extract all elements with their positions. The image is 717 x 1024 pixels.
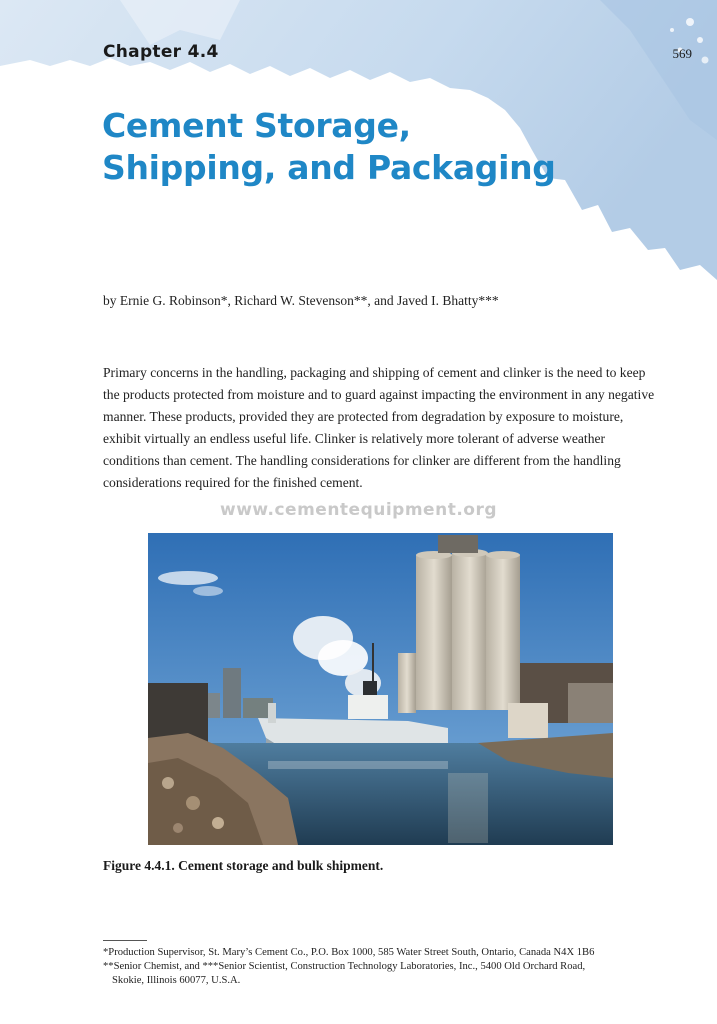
footnote-rule bbox=[103, 940, 147, 941]
chapter-title-line-1: Cement Storage, bbox=[102, 106, 411, 145]
footnotes bbox=[103, 946, 663, 988]
figure-photo bbox=[148, 533, 613, 845]
chapter-title-line-2: Shipping, and Packaging bbox=[102, 148, 556, 187]
footnote-1: *Production Supervisor, St. Mary’s Cement Co., P.O. Box 1000, 585 Water Street South, Ontario, Canada N4X 1B6 bbox=[103, 947, 595, 958]
chapter-label: Chapter 4.4 bbox=[103, 42, 219, 62]
chapter-title bbox=[102, 105, 682, 189]
footnote-2-line-2: Skokie, Illinois 60077, U.S.A. bbox=[112, 975, 241, 986]
intro-paragraph: Primary concerns in the handling, packaging and shipping of cement and clinker is the need to keep the products protected from moisture and to guard against impacting the environment in any negative manner. These products, provided they are protected from degradation by exposure to moisture, exhibit virtually an endless useful life. Clinker is relatively more tolerant of adverse weather conditions than cement. The handling considerations for clinker are different from the handling considerations required for the finished cement. bbox=[103, 365, 655, 490]
footnote-2-line-1: **Senior Chemist, and ***Senior Scientist, Construction Technology Laboratories, Inc., 5400 Old Orchard Road, bbox=[103, 961, 586, 972]
watermark-text: www.cementequipment.org bbox=[219, 500, 498, 520]
author-line: by Ernie G. Robinson*, Richard W. Stevenson**, and Javed I. Bhatty*** bbox=[103, 293, 499, 308]
figure-caption: Figure 4.4.1. Cement storage and bulk shipment. bbox=[103, 858, 384, 873]
page-number: 569 bbox=[672, 46, 692, 61]
